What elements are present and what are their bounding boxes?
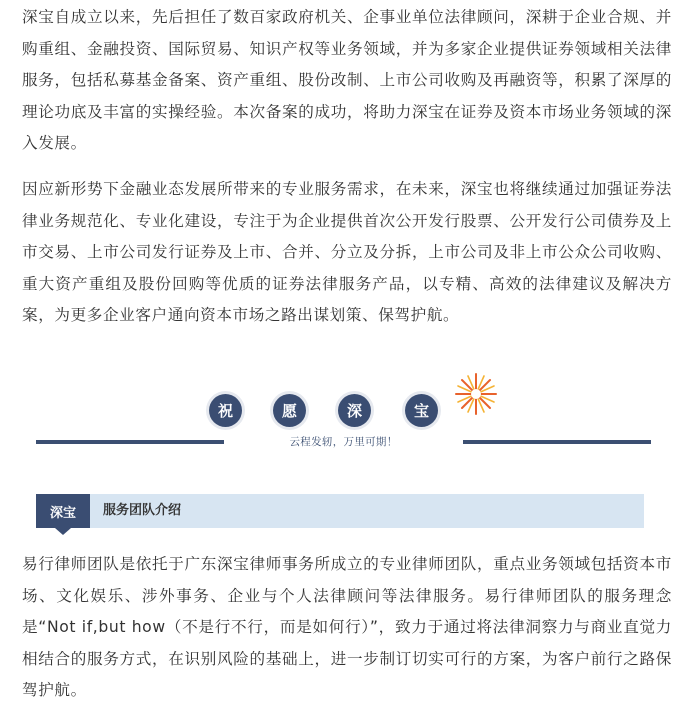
banner-left-bar (36, 440, 224, 444)
paragraph-future-plans: 因应新形势下金融业态发展所带来的专业服务需求，在未来，深宝也将继续通过加强证券法律业务规范化、专业化建设，专注于为企业提供首次公开发行股票、公开发行公司债券及上市交易、上市公司发行证券及上市、合并、分立及分拆，上市公司及非上市公众公司收购、重大资产重组及股份回购等优质的证券法律服务产品，以专精、高效的法律建议及解决方案，为更多企业客户通向资本市场之路出谋划策、保驾护航。 (22, 180, 672, 324)
firework-icon (452, 370, 500, 418)
banner-char-zhu: 祝 (209, 394, 242, 427)
section-tag-notch (55, 528, 71, 535)
banner-char-bao: 宝 (405, 394, 438, 427)
banner-slogan: 云程发轫，万里可期！ (289, 436, 398, 448)
section-tag: 深宝 (36, 494, 90, 528)
banner-char-shen: 深 (338, 394, 371, 427)
banner-char-yuan: 愿 (273, 394, 306, 427)
banner-right-bar (463, 440, 651, 444)
paragraph-firm-history: 深宝自成立以来，先后担任了数百家政府机关、企事业单位法律顾问，深耕于企业合规、并购重组、金融投资、国际贸易、知识产权等业务领域，并为多家企业提供证券领域相关法律服务，包括私募基金备案、资产重组、股份改制、上市公司收购及再融资等，积累了深厚的理论功底及丰富的实操经验。本次备案的成功，将助力深宝在证券及资本市场业务领域的深入发展。 (22, 8, 672, 152)
paragraph-team-intro: 易行律师团队是依托于广东深宝律师事务所成立的专业律师团队，重点业务领域包括资本市场、文化娱乐、涉外事务、企业与个人法律顾问等法律服务。易行律师团队的服务理念是“Not if,but how（不是行不行，而是如何行）”，致力于通过将法律洞察力与商业直觉力相结合的服务方式，在识别风险的基础上，进一步制订切实可行的方案，为客户前行之路保驾护航。 (22, 555, 672, 699)
section-title: 服务团队介绍 (103, 503, 182, 518)
